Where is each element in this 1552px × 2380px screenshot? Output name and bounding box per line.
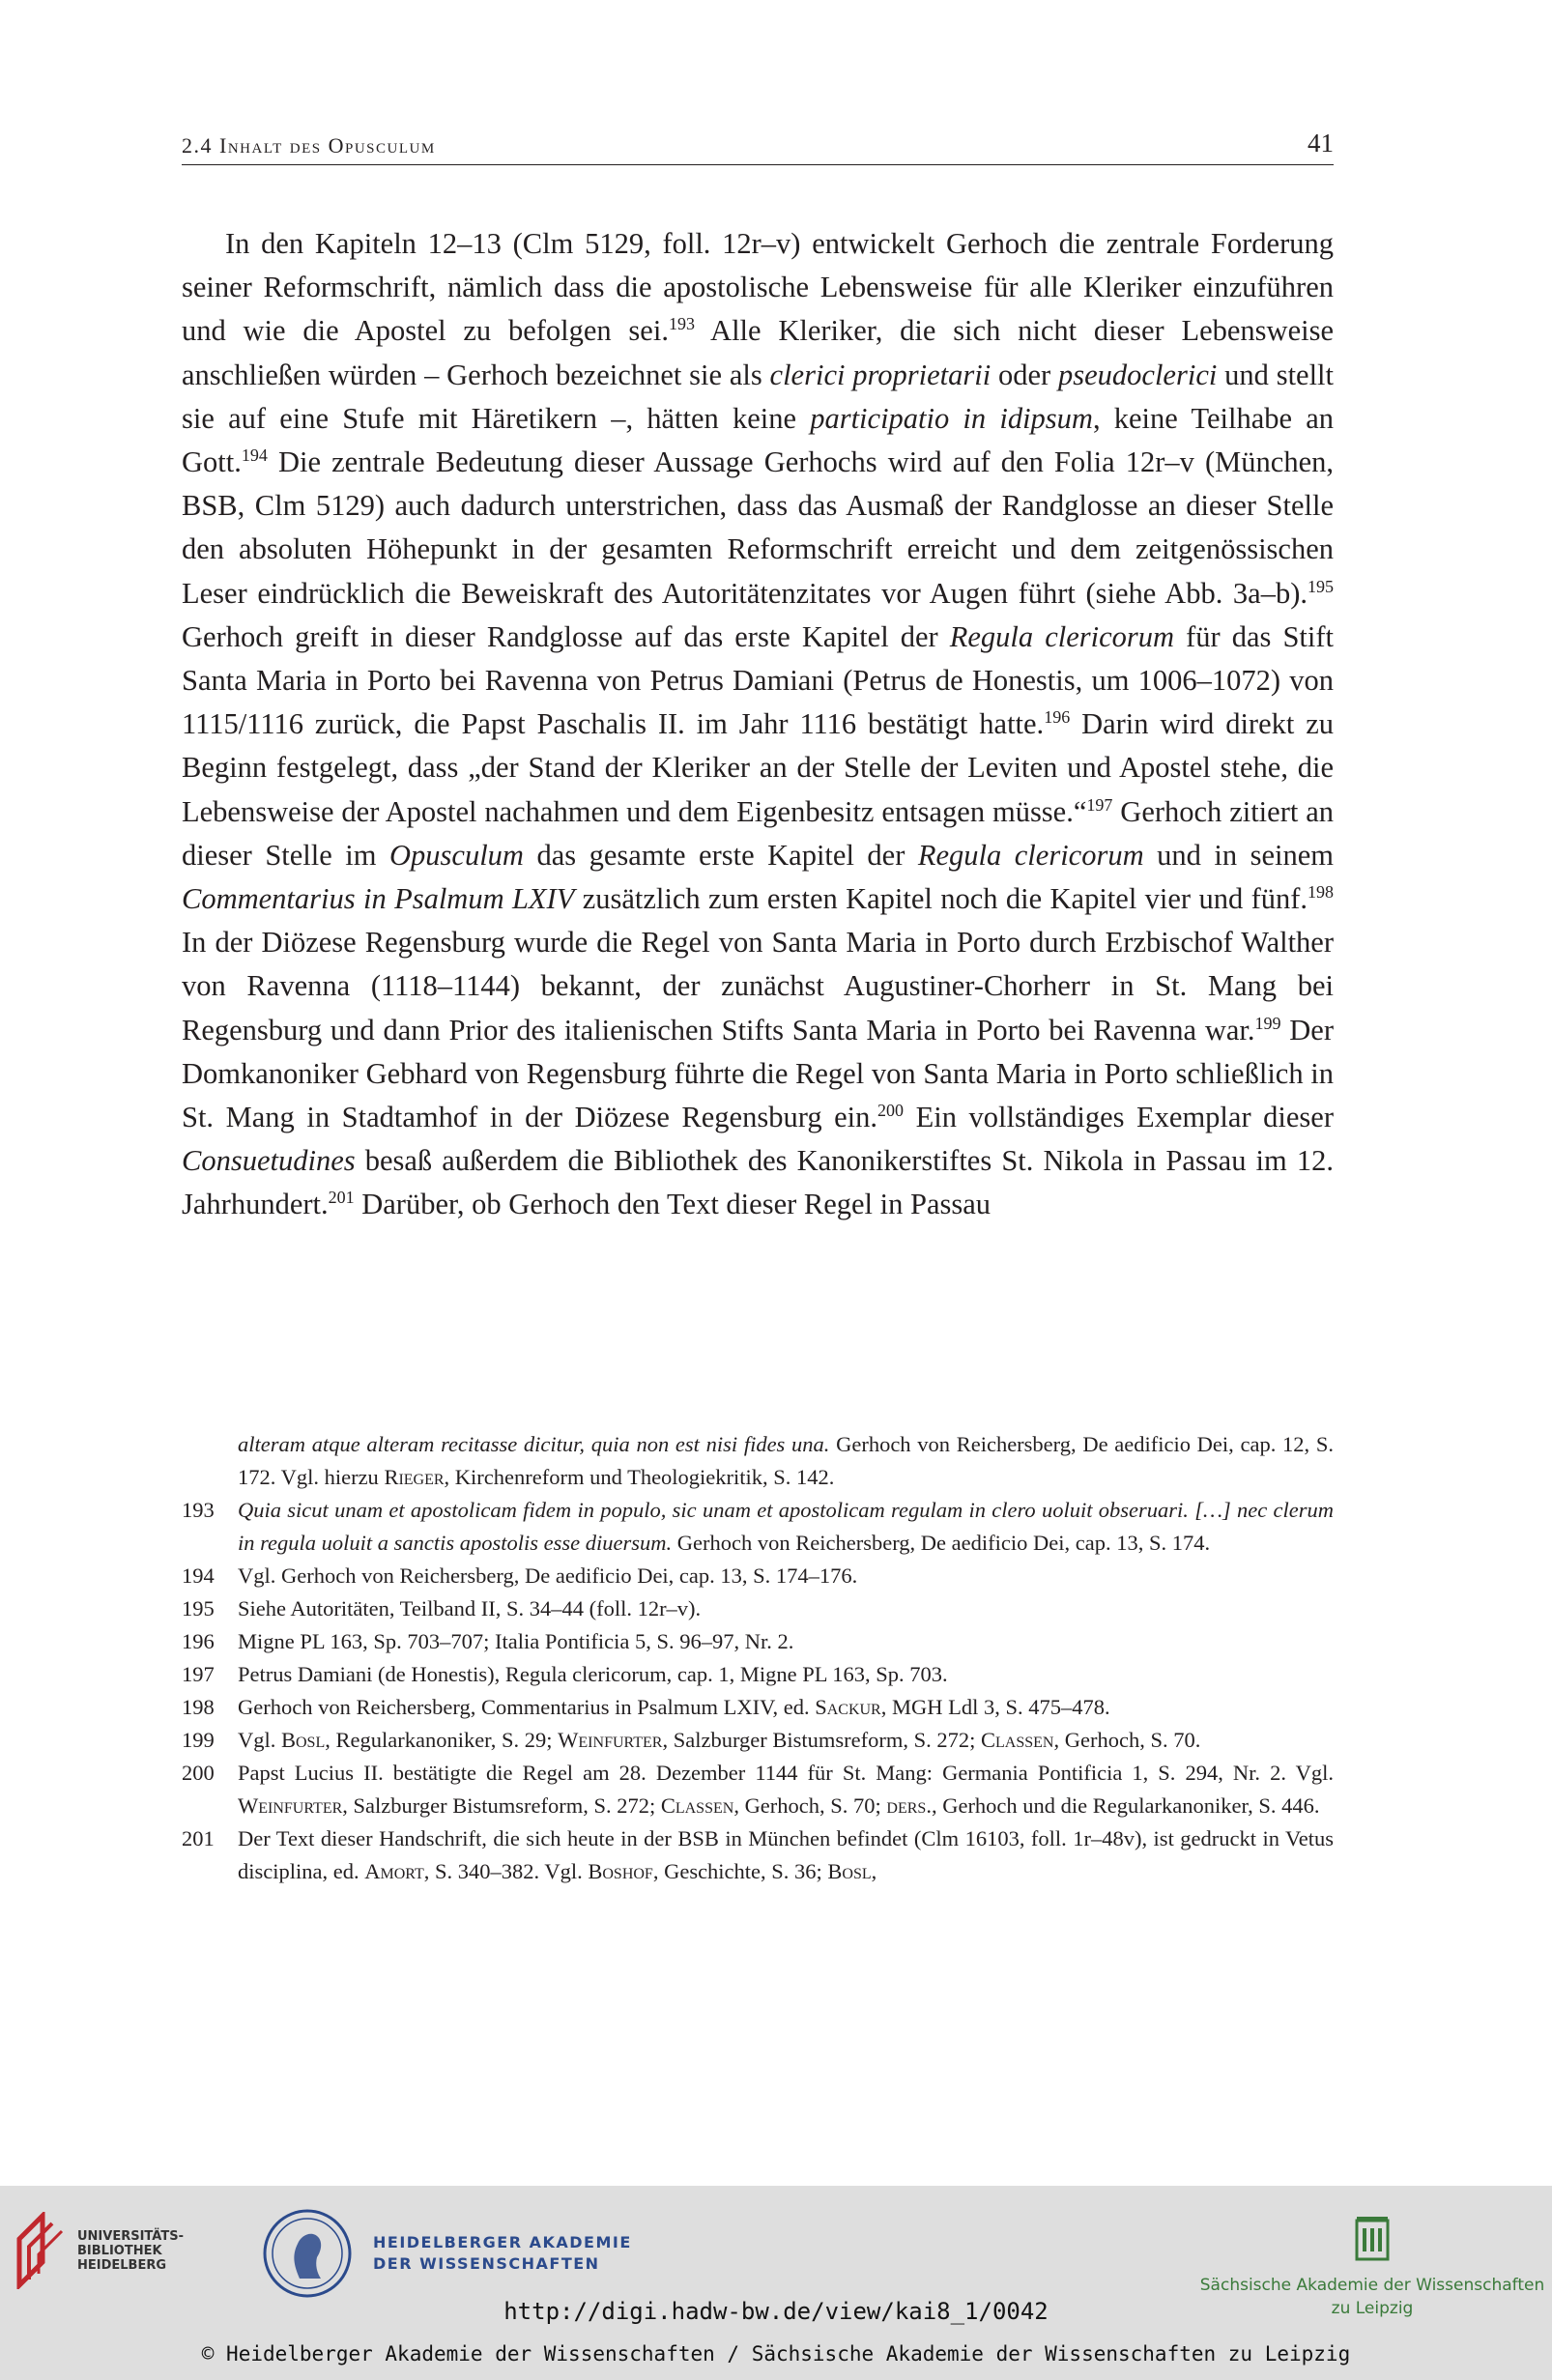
footnote-text: Petrus Damiani (de Honestis), Regula clericorum, cap. 1, Migne PL 163, Sp. 703. bbox=[238, 1662, 948, 1686]
text-run: Die zentrale Bedeutung dieser Aussage Gerhochs wird auf den Folia 12r–v (München, BSB, Clm 5129) auch dadurch unterstrichen, dass das Ausmaß der Randglosse an dieser Stelle den absoluten Höhepunkt in der gesamten Reformschrift erreicht und dem zeitgenössischen Leser eindrücklich die Beweiskraft des Autoritätenzitates vor Augen führt (siehe Abb. 3a–b). bbox=[182, 445, 1334, 610]
ub-logo-icon bbox=[14, 2212, 70, 2289]
text-run: In den Kapiteln 12–13 (Clm 5129, foll. 12r–v) entwickelt Gerhoch die zentrale Forderung seiner Reformschrift, nämlich dass die apostolische Lebensweise für alle Kleriker einzuführen und wie die Apostel zu befolgen sei. bbox=[182, 227, 1334, 348]
author-name: Bosl bbox=[281, 1728, 326, 1752]
text-run: Gerhoch von Reichersberg, De aedificio Dei, cap. 13, S. 174. bbox=[672, 1531, 1211, 1555]
footnote-text bbox=[238, 1494, 1334, 1560]
work-title: Consuetudines bbox=[182, 1144, 356, 1178]
author-name: Weinfurter bbox=[558, 1728, 663, 1752]
footnote-ref[interactable]: 199 bbox=[1254, 1013, 1281, 1033]
footnote-number: 199 bbox=[182, 1728, 215, 1752]
hadw-seal-icon bbox=[261, 2207, 354, 2300]
author-name: ders. bbox=[886, 1793, 932, 1818]
hadw-logo[interactable] bbox=[261, 2205, 647, 2302]
saw-building-icon bbox=[1353, 2215, 1392, 2263]
footnote-number: 196 bbox=[182, 1629, 215, 1653]
text-run: , Kirchenreform und Theologiekritik, S. 142. bbox=[444, 1465, 835, 1489]
work-title: Commentarius in Psalmum LXIV bbox=[182, 882, 575, 916]
text-run: Gerhoch greift in dieser Randglosse auf das erste Kapitel der bbox=[182, 619, 950, 653]
text-run: Der Text dieser Handschrift, die sich heute in der BSB in München befindet (Clm 16103, foll. 1r–48v), ist gedruckt in Vetus disciplina, ed. bbox=[238, 1826, 1334, 1883]
text-run: Gerhoch zitiert an dieser Stelle im bbox=[182, 794, 1335, 872]
work-title: Opusculum bbox=[389, 838, 524, 872]
footnotes bbox=[182, 1428, 1334, 1888]
text-run: In der Diözese Regensburg wurde die Regel von Santa Maria in Porto durch Erzbischof Walther von Ravenna (1118–1144) bekannt, der zunächst Augustiner-Chorherr in St. Mang bei Regensburg und dann Prior des italienischen Stifts Santa Maria in Porto bei Ravenna war. bbox=[182, 926, 1334, 1047]
text-run: Ein vollständiges Exemplar dieser bbox=[904, 1101, 1334, 1134]
text-run: , MGH Ldl 3, S. 475–478. bbox=[880, 1695, 1110, 1719]
latin-term: participatio in idipsum bbox=[810, 401, 1093, 435]
paragraph bbox=[182, 222, 1334, 1227]
source-url-link[interactable]: http://digi.hadw-bw.de/view/kai8_1/0042 bbox=[503, 2298, 1049, 2325]
text-run: besaß außerdem die Bibliothek des Kanonikerstiftes St. Nikola in Passau im 12. Jahrhundert. bbox=[182, 1144, 1334, 1221]
author-name: Classen bbox=[660, 1793, 734, 1818]
footnote-ref[interactable]: 198 bbox=[1308, 881, 1335, 902]
footnote bbox=[182, 1560, 1334, 1592]
text-run: oder bbox=[991, 358, 1059, 391]
footnote-continuation bbox=[182, 1428, 1334, 1494]
footnote-number: 201 bbox=[182, 1826, 215, 1850]
footnote bbox=[182, 1822, 1334, 1888]
text-run: Darin wird direkt zu Beginn festgelegt, dass „der Stand der Kleriker an der Stelle der Leviten und Apostel stehe, die Lebensweise der Apostel nachahmen und dem Eigenbesitz entsagen müsse.“ bbox=[182, 707, 1335, 828]
footnote-ref[interactable]: 196 bbox=[1044, 707, 1071, 728]
work-title: Regula clericorum bbox=[917, 838, 1144, 872]
text-run: , Geschichte, S. 36; bbox=[652, 1859, 828, 1883]
footnote-ref[interactable]: 201 bbox=[328, 1188, 355, 1208]
ub-logo-text: UNIVERSITÄTS- BIBLIOTHEK HEIDELBERG bbox=[77, 2228, 184, 2273]
author-name: Rieger bbox=[384, 1465, 445, 1489]
footnote-ref[interactable]: 195 bbox=[1308, 576, 1334, 596]
latin-term: clerici proprietarii bbox=[769, 358, 992, 391]
digitization-footer bbox=[0, 2186, 1552, 2380]
text-run: , keine Teilhabe an Gott. bbox=[182, 401, 1334, 479]
footnote-number: 198 bbox=[182, 1695, 215, 1719]
footnote-number: 197 bbox=[182, 1662, 215, 1686]
hadw-logo-text: HEIDELBERGER AKADEMIE DER WISSENSCHAFTEN bbox=[373, 2233, 632, 2273]
author-name: Boshof bbox=[588, 1859, 653, 1883]
footnote-text bbox=[238, 1822, 1334, 1888]
latin-quote: alteram atque alteram recitasse dicitur, quia non est nisi fides una. bbox=[238, 1432, 830, 1456]
footnote-number: 194 bbox=[182, 1563, 215, 1588]
copyright-notice: © Heidelberger Akademie der Wissenschaften / Sächsische Akademie der Wissenschaften zu Leipzig bbox=[201, 2342, 1351, 2366]
text-run: Der Domkanoniker Gebhard von Regensburg führte die Regel von Santa Maria in Porto schließlich in St. Mang in Stadtamhof in der Diözese Regensburg ein. bbox=[182, 1013, 1334, 1134]
text-run: für das Stift Santa Maria in Porto bei Ravenna von Petrus Damiani (Petrus de Honestis, um 1006–1072) von 1115/1116 zurück, die Papst Paschalis II. im Jahr 1116 bestätigt hatte. bbox=[182, 619, 1334, 741]
footnote-ref[interactable]: 194 bbox=[241, 444, 268, 465]
page-number: 41 bbox=[1308, 129, 1334, 158]
footnote-text bbox=[238, 1724, 1334, 1757]
running-title: 2.4 Inhalt des Opusculum bbox=[182, 133, 436, 158]
author-name: Weinfurter bbox=[238, 1793, 343, 1818]
text-run: Papst Lucius II. bestätigte die Regel am 28. Dezember 1144 für St. Mang: Germania Pontificia 1, S. 294, Nr. 2. Vgl. bbox=[238, 1761, 1334, 1785]
work-title: Regula clericorum bbox=[949, 619, 1175, 653]
footnote bbox=[182, 1625, 1334, 1658]
footnote-number: 200 bbox=[182, 1761, 215, 1785]
footnote bbox=[182, 1691, 1334, 1724]
footnote bbox=[182, 1494, 1334, 1560]
author-name: Classen bbox=[981, 1728, 1054, 1752]
footnote-ref[interactable]: 200 bbox=[877, 1100, 905, 1120]
footnote-number: 195 bbox=[182, 1596, 215, 1620]
footnote bbox=[182, 1592, 1334, 1625]
footnote-text bbox=[238, 1691, 1334, 1724]
author-name: Sackur bbox=[815, 1695, 881, 1719]
text-run: und in seinem bbox=[1143, 838, 1334, 872]
text-run: , Gerhoch und die Regularkanoniker, S. 446. bbox=[931, 1793, 1320, 1818]
footnote bbox=[182, 1757, 1334, 1822]
text-run: , Salzburger Bistumsreform, S. 272; bbox=[342, 1793, 661, 1818]
text-run: zusätzlich zum ersten Kapitel noch die Kapitel vier und fünf. bbox=[574, 882, 1308, 916]
author-name: Amort bbox=[364, 1859, 424, 1883]
text-run: Gerhoch von Reichersberg, Commentarius in Psalmum LXIV, ed. bbox=[238, 1695, 816, 1719]
text-run: , bbox=[871, 1859, 877, 1883]
body-text bbox=[182, 222, 1334, 1227]
text-run: , Gerhoch, S. 70; bbox=[733, 1793, 887, 1818]
footnote bbox=[182, 1724, 1334, 1757]
running-head bbox=[182, 116, 1334, 165]
text-run: Darüber, ob Gerhoch den Text dieser Regel in Passau bbox=[354, 1188, 992, 1221]
footnote-text bbox=[238, 1757, 1334, 1822]
text-run: Vgl. bbox=[238, 1728, 281, 1752]
latin-quote: Quia sicut unam et apostolicam fidem in populo, sic unam et apostolicam regulam in clero uoluit obseruari. […] nec clerum in regula uoluit a sanctis apostolis esse diuersum. bbox=[238, 1498, 1334, 1555]
ub-heidelberg-logo[interactable] bbox=[14, 2207, 207, 2294]
text-run: und stellt sie auf eine Stufe mit Häretikern –, hätten keine bbox=[182, 358, 1335, 435]
saw-logo-text: Sächsische Akademie der Wissenschaften zu Leipzig bbox=[1199, 2276, 1545, 2318]
footnote-text: Migne PL 163, Sp. 703–707; Italia Pontificia 5, S. 96–97, Nr. 2. bbox=[238, 1629, 794, 1653]
text-run: Alle Kleriker, die sich nicht dieser Lebensweise anschließen würden – Gerhoch bezeichnet sie als bbox=[182, 314, 1334, 391]
footnote bbox=[182, 1658, 1334, 1691]
author-name: Bosl bbox=[827, 1859, 872, 1883]
text-run: , Salzburger Bistumsreform, S. 272; bbox=[662, 1728, 982, 1752]
footnote-number: 193 bbox=[182, 1498, 215, 1522]
footnote-ref[interactable]: 197 bbox=[1086, 794, 1113, 815]
latin-term: pseudoclerici bbox=[1058, 358, 1218, 391]
text-run: Gerhoch von Reichersberg, De aedificio Dei, cap. 12, S. 172. Vgl. hierzu bbox=[238, 1432, 1334, 1489]
footnote-text: Vgl. Gerhoch von Reichersberg, De aedificio Dei, cap. 13, S. 174–176. bbox=[238, 1563, 858, 1588]
text-run: , S. 340–382. Vgl. bbox=[423, 1859, 589, 1883]
footnote-ref[interactable]: 193 bbox=[668, 314, 695, 334]
footnote-text: Siehe Autoritäten, Teilband II, S. 34–44 (foll. 12r–v). bbox=[238, 1596, 702, 1620]
text-run: das gesamte erste Kapitel der bbox=[523, 838, 918, 872]
text-run: , Gerhoch, S. 70. bbox=[1053, 1728, 1201, 1752]
text-run: , Regularkanoniker, S. 29; bbox=[325, 1728, 559, 1752]
